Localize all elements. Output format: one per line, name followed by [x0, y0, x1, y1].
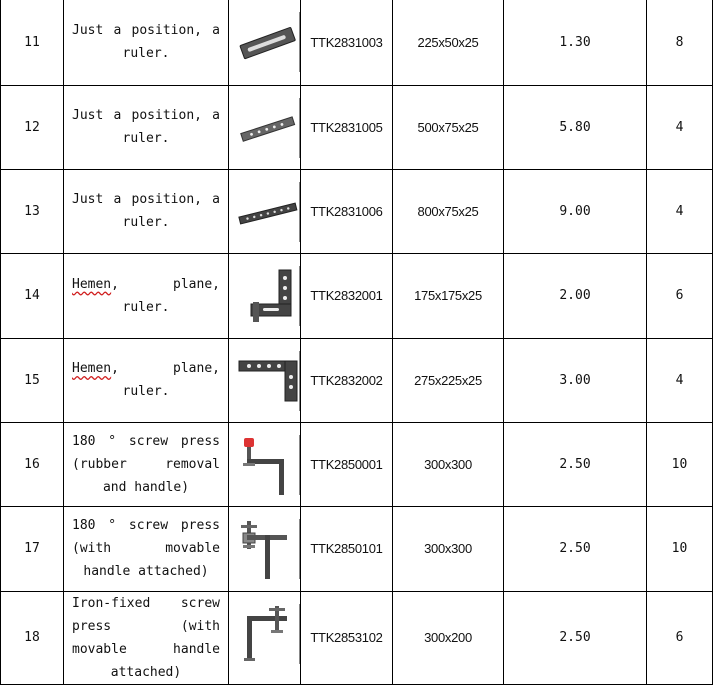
row-number: 15	[1, 338, 64, 422]
row-number: 16	[1, 422, 64, 506]
product-code: TTK2850101	[301, 506, 393, 591]
product-size: 225x50x25	[393, 0, 504, 85]
angle-ruler-large-icon	[237, 351, 299, 411]
product-weight: 9.00	[504, 169, 647, 253]
product-code: TTK2831003	[301, 0, 393, 85]
description: Just a position, a ruler.	[64, 0, 229, 85]
product-size: 800x75x25	[393, 169, 504, 253]
description-rest: , plane, ruler.	[111, 361, 220, 399]
slotted-ruler-medium-icon	[237, 98, 299, 158]
row-number: 12	[1, 85, 64, 169]
row-number: 17	[1, 506, 64, 591]
product-code: TTK2832002	[301, 338, 393, 422]
product-weight: 2.50	[504, 591, 647, 684]
table-row	[1, 0, 713, 85]
product-image	[229, 422, 301, 506]
product-weight: 5.80	[504, 85, 647, 169]
product-qty: 4	[647, 85, 713, 169]
product-code: TTK2850001	[301, 422, 393, 506]
product-qty: 6	[647, 253, 713, 338]
product-size: 300x200	[393, 591, 504, 684]
product-image	[229, 591, 301, 684]
product-code: TTK2853102	[301, 591, 393, 684]
description: Just a position, a ruler.	[64, 169, 229, 253]
description	[64, 338, 229, 422]
product-qty: 10	[647, 422, 713, 506]
description: 180 ° screw press (rubber removal and handle)	[64, 422, 229, 506]
slotted-ruler-short-icon	[237, 12, 299, 72]
table-row	[1, 85, 713, 169]
product-weight: 2.50	[504, 506, 647, 591]
slotted-ruler-long-icon	[237, 182, 299, 242]
description-prefix: Hemen	[72, 276, 112, 292]
table-row	[1, 338, 713, 422]
description-prefix: Hemen	[72, 361, 112, 376]
product-size: 300x300	[393, 506, 504, 591]
product-qty: 8	[647, 0, 713, 85]
screw-press-movable-handle-icon	[237, 519, 299, 579]
product-code: TTK2831006	[301, 169, 393, 253]
table-row	[1, 591, 713, 684]
product-size: 175x175x25	[393, 253, 504, 338]
description-rest: , plane, ruler.	[111, 276, 220, 315]
product-qty: 4	[647, 338, 713, 422]
row-number: 14	[1, 253, 64, 338]
product-weight: 2.50	[504, 422, 647, 506]
product-weight: 1.30	[504, 0, 647, 85]
product-size: 275x225x25	[393, 338, 504, 422]
product-image	[229, 0, 301, 85]
product-qty: 4	[647, 169, 713, 253]
screw-press-red-handle-icon	[237, 435, 299, 495]
row-number: 18	[1, 591, 64, 684]
product-image	[229, 338, 301, 422]
product-image	[229, 253, 301, 338]
description: Iron-fixed screw press (with movable handle attached)	[64, 591, 229, 684]
product-size: 300x300	[393, 422, 504, 506]
table-row	[1, 506, 713, 591]
row-number: 11	[1, 0, 64, 85]
product-image	[229, 169, 301, 253]
table-row	[1, 169, 713, 253]
product-weight: 3.00	[504, 338, 647, 422]
product-size: 500x75x25	[393, 85, 504, 169]
row-number: 13	[1, 169, 64, 253]
description: 180 ° screw press (with movable handle attached)	[64, 506, 229, 591]
product-image	[229, 506, 301, 591]
product-code: TTK2831005	[301, 85, 393, 169]
table-row	[1, 422, 713, 506]
iron-screw-press-icon	[237, 604, 299, 664]
table-row	[1, 253, 713, 338]
description	[64, 253, 229, 338]
product-image	[229, 85, 301, 169]
description: Just a position, a ruler.	[64, 85, 229, 169]
product-qty: 6	[647, 591, 713, 684]
product-weight: 2.00	[504, 253, 647, 338]
product-qty: 10	[647, 506, 713, 591]
angle-ruler-small-icon	[237, 266, 299, 326]
product-code: TTK2832001	[301, 253, 393, 338]
